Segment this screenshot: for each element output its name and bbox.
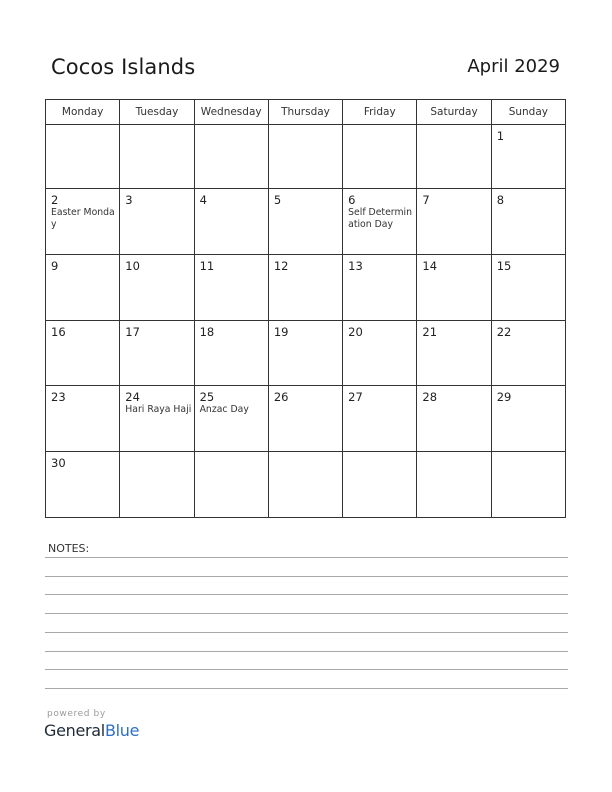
- day-cell[interactable]: [417, 386, 491, 452]
- day-cell[interactable]: [46, 255, 120, 321]
- day-number: 8: [496, 193, 505, 207]
- brand-name-general: General: [44, 721, 105, 740]
- holiday-label: Easter Monday: [51, 207, 115, 230]
- day-cell[interactable]: [268, 255, 342, 321]
- day-cell[interactable]: [268, 321, 342, 386]
- day-cell[interactable]: [46, 125, 120, 189]
- day-cell[interactable]: [417, 189, 491, 255]
- day-cell[interactable]: [268, 452, 342, 518]
- day-cell[interactable]: [194, 125, 268, 189]
- day-cell[interactable]: [194, 386, 268, 452]
- day-cell[interactable]: [491, 125, 565, 189]
- day-number: 2: [51, 193, 59, 207]
- weekday-wednesday: Wednesday: [194, 100, 268, 125]
- notes-line: [45, 651, 568, 652]
- day-number: 16: [51, 325, 66, 339]
- day-number: 28: [422, 390, 438, 404]
- day-number: 20: [348, 325, 363, 339]
- day-cell[interactable]: [194, 255, 268, 321]
- day-number: 30: [51, 456, 66, 470]
- day-number: 25: [199, 390, 215, 404]
- weekday-tuesday: Tuesday: [120, 100, 194, 125]
- day-cell[interactable]: [343, 189, 417, 255]
- notes-line: [45, 613, 568, 614]
- day-number: 10: [125, 259, 140, 273]
- week-row: [46, 189, 566, 255]
- notes-line: [45, 576, 568, 577]
- weekday-friday: Friday: [343, 100, 417, 125]
- notes-line: [45, 669, 568, 670]
- notes-line: [45, 632, 568, 633]
- day-cell[interactable]: [343, 452, 417, 518]
- day-cell[interactable]: [194, 452, 268, 518]
- day-number: 14: [422, 259, 438, 273]
- holiday-label: Hari Raya Haji: [125, 404, 192, 415]
- weekday-saturday: Saturday: [417, 100, 491, 125]
- week-row: [46, 386, 566, 452]
- weekday-monday: Monday: [46, 100, 120, 125]
- month-year-label: April 2029: [467, 56, 560, 77]
- day-cell[interactable]: [120, 125, 194, 189]
- day-cell[interactable]: [417, 321, 491, 386]
- day-cell[interactable]: [343, 255, 417, 321]
- day-number: 1: [496, 129, 505, 143]
- day-number: 22: [496, 325, 512, 339]
- day-number: 17: [125, 325, 140, 339]
- day-number: 9: [51, 259, 59, 273]
- day-cell[interactable]: [120, 189, 194, 255]
- day-cell[interactable]: [417, 125, 491, 189]
- day-cell[interactable]: [491, 321, 565, 386]
- day-number: 13: [348, 259, 363, 273]
- notes-label: NOTES:: [48, 542, 90, 555]
- week-row: [46, 321, 566, 386]
- day-cell[interactable]: [194, 189, 268, 255]
- day-number: 3: [125, 193, 133, 207]
- day-number: 4: [199, 193, 207, 207]
- day-number: 27: [348, 390, 363, 404]
- day-cell[interactable]: [417, 255, 491, 321]
- day-number: 12: [273, 259, 289, 273]
- day-cell[interactable]: [46, 386, 120, 452]
- day-cell[interactable]: [120, 452, 194, 518]
- day-cell[interactable]: [46, 452, 120, 518]
- day-number: 18: [199, 325, 215, 339]
- day-cell[interactable]: [491, 452, 565, 518]
- weekday-sunday: Sunday: [491, 100, 565, 125]
- day-cell[interactable]: [120, 255, 194, 321]
- day-cell[interactable]: [46, 321, 120, 386]
- day-number: 6: [348, 193, 356, 207]
- calendar-grid: [45, 99, 566, 518]
- day-cell[interactable]: [343, 125, 417, 189]
- week-row: [46, 125, 566, 189]
- week-row: [46, 452, 566, 518]
- page-title: Cocos Islands: [51, 55, 196, 79]
- brand-name-blue: Blue: [104, 721, 140, 740]
- day-cell[interactable]: [343, 386, 417, 452]
- day-cell[interactable]: [343, 321, 417, 386]
- day-number: 15: [496, 259, 512, 273]
- notes-line: [45, 688, 568, 689]
- day-cell[interactable]: [194, 321, 268, 386]
- day-cell[interactable]: [491, 255, 565, 321]
- weekday-header-row: [46, 100, 566, 125]
- holiday-label: Self Determination Day: [348, 207, 412, 230]
- day-cell[interactable]: [46, 189, 120, 255]
- day-number: 24: [125, 390, 140, 404]
- day-number: 11: [199, 259, 215, 273]
- day-cell[interactable]: [268, 386, 342, 452]
- day-number: 19: [273, 325, 289, 339]
- brand-logo[interactable]: [44, 721, 139, 740]
- notes-line: [45, 557, 568, 558]
- day-cell[interactable]: [120, 321, 194, 386]
- weekday-thursday: Thursday: [268, 100, 342, 125]
- day-number: 5: [273, 193, 282, 207]
- day-number: 21: [422, 325, 438, 339]
- week-row: [46, 255, 566, 321]
- powered-by-text: powered by: [47, 709, 106, 719]
- day-cell[interactable]: [120, 386, 194, 452]
- notes-line: [45, 594, 568, 595]
- day-cell[interactable]: [268, 189, 342, 255]
- day-cell[interactable]: [417, 452, 491, 518]
- day-cell[interactable]: [268, 125, 342, 189]
- day-cell[interactable]: [491, 386, 565, 452]
- day-number: 23: [51, 390, 66, 404]
- day-cell[interactable]: [491, 189, 565, 255]
- day-number: 26: [273, 390, 289, 404]
- day-number: 29: [496, 390, 512, 404]
- day-number: 7: [422, 193, 430, 207]
- holiday-label: Anzac Day: [199, 404, 249, 415]
